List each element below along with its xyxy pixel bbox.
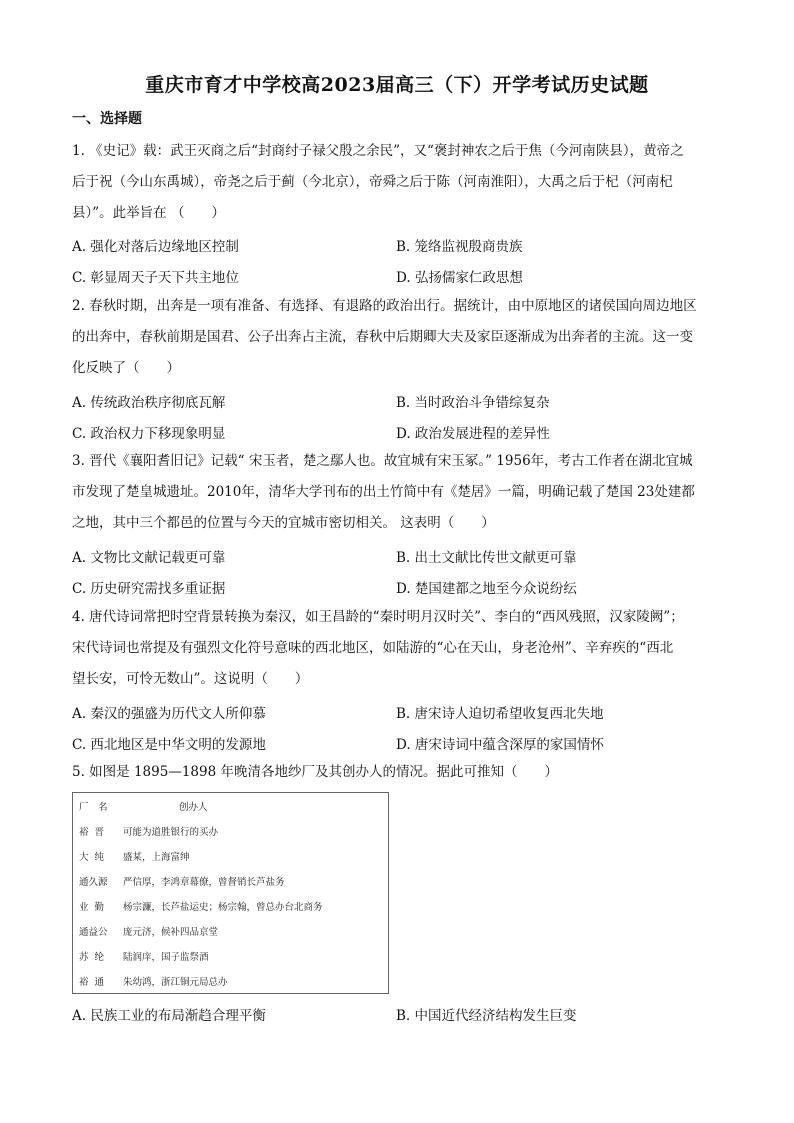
factory-name: 通久源 [79,876,108,888]
option-c[interactable]: C. 政治权力下移现象明显 [72,426,226,442]
section-heading: 一、选择题 [72,111,142,127]
factory-name: 大纯 [79,851,111,863]
factory-name: 通益公 [79,926,108,938]
question-line: 县）”。此举旨在 （ ） [72,205,225,221]
table-row [73,943,389,968]
page-title: 重庆市育才中学校高2023届高三（下）开学考试历史试题 [145,74,649,96]
option-b[interactable]: B. 笼络监视殷商贵族 [396,239,523,255]
question-line: 4. 唐代诗词常把时空背景转换为秦汉，如王昌龄的“秦时明月汉时关”、李白的“西风残照，汉家陵阙”； [72,609,684,625]
option-d[interactable]: D. 唐宋诗词中蕴含深厚的家国情怀 [396,737,604,753]
question-line: 1. 《史记》载：武王灭商之后“封商纣子禄父殷之余民”，又“褒封神农之后于焦（今河南陕县），黄帝之 [72,143,684,159]
option-a[interactable]: A. 传统政治秩序彻底瓦解 [72,395,226,411]
option-d[interactable]: D. 政治发展进程的差异性 [396,426,550,442]
option-b[interactable]: B. 当时政治斗争错综复杂 [396,395,550,411]
factory-founder: 盛某，上海富绅 [123,851,190,863]
option-b[interactable]: B. 中国近代经济结构发生巨变 [396,1008,577,1024]
table-row [73,968,389,994]
table-row [73,818,389,843]
question-1-stem [72,136,722,229]
option-a[interactable]: A. 民族工业的布局渐趋合理平衡 [72,1008,266,1024]
question-line: 市发现了楚皇城遗址。2010年，清华大学刊布的出土竹简中有《楚居》一篇，明确记载了楚国 23处建都 [72,484,695,500]
table-header-founder: 创办人 [179,801,208,813]
question-5-stem [72,757,722,788]
factory-founder: 陆润庠，国子监祭酒 [123,951,209,963]
question-line: 化反映了（ ） [72,360,180,376]
factory-founder: 朱幼鸿，浙江铜元局总办 [123,976,228,988]
factory-table [72,792,389,994]
option-a[interactable]: A. 秦汉的强盛为历代文人所仰慕 [72,706,266,722]
factory-founder: 庞元济，候补四品京堂 [123,926,219,938]
option-c[interactable]: C. 历史研究需找多重证据 [72,581,226,597]
question-line: 2. 春秋时期，出奔是一项有准备、有选择、有退路的政治出行。据统计，由中原地区的诸侯国向周边地区 [72,298,697,314]
table-row [73,843,389,868]
factory-name: 业勤 [79,901,111,913]
question-line: 之地，其中三个都邑的位置与今天的宜城市密切相关。 这表明（ ） [72,515,495,531]
factory-founder: 杨宗濂，长芦盐运史；杨宗翰，曾总办台北商务 [123,901,323,913]
option-a[interactable]: A. 强化对落后边缘地区控制 [72,239,239,255]
table-row [73,893,389,918]
option-c[interactable]: C. 彰显周天子天下共主地位 [72,270,239,286]
question-4-stem [72,602,722,695]
table-row [73,868,389,893]
factory-founder: 可能为道胜银行的买办 [123,826,219,838]
factory-name: 裕晋 [79,826,111,838]
factory-name: 苏纶 [79,951,111,963]
option-b[interactable]: B. 唐宋诗人迫切希望收复西北失地 [396,706,604,722]
question-3-stem [72,446,722,539]
question-2-stem [72,291,722,384]
option-a[interactable]: A. 文物比文献记载更可靠 [72,550,226,566]
table-header-row [73,793,389,819]
question-line: 望长安，可怜无数山”。这说明（ ） [72,671,309,687]
factory-name: 裕通 [79,976,111,988]
option-d[interactable]: D. 楚国建都之地至今众说纷纭 [396,581,577,597]
table-header-factory: 厂 名 [79,801,108,813]
option-b[interactable]: B. 出土文献比传世文献更可靠 [396,550,577,566]
table-row [73,918,389,943]
option-c[interactable]: C. 西北地区是中华文明的发源地 [72,737,266,753]
question-line: 3. 晋代《襄阳耆旧记》记载“ 宋玉者，楚之鄢人也。故宜城有宋玉冢。” 1956年，考古工作者在湖北宜城 [72,453,693,469]
option-d[interactable]: D. 弘扬儒家仁政思想 [396,270,523,286]
question-line: 宋代诗词也常提及有强烈文化符号意味的西北地区，如陆游的“心在天山，身老沧州”、辛弃疾的“西北 [72,640,674,656]
question-line: 5. 如图是 1895—1898 年晚清各地纱厂及其创办人的情况。据此可推知（ ） [72,764,558,780]
factory-founder: 严信厚，李鸿章幕僚，曾督销长芦盐务 [123,876,285,888]
question-line: 后于祝（今山东禹城），帝尧之后于蓟（今北京），帝舜之后于陈（河南淮阳），大禹之后于杞（河南杞 [72,174,673,190]
question-line: 的出奔中，春秋前期是国君、公子出奔占主流，春秋中后期卿大夫及家臣逐渐成为出奔者的主流。这一变 [72,329,693,345]
